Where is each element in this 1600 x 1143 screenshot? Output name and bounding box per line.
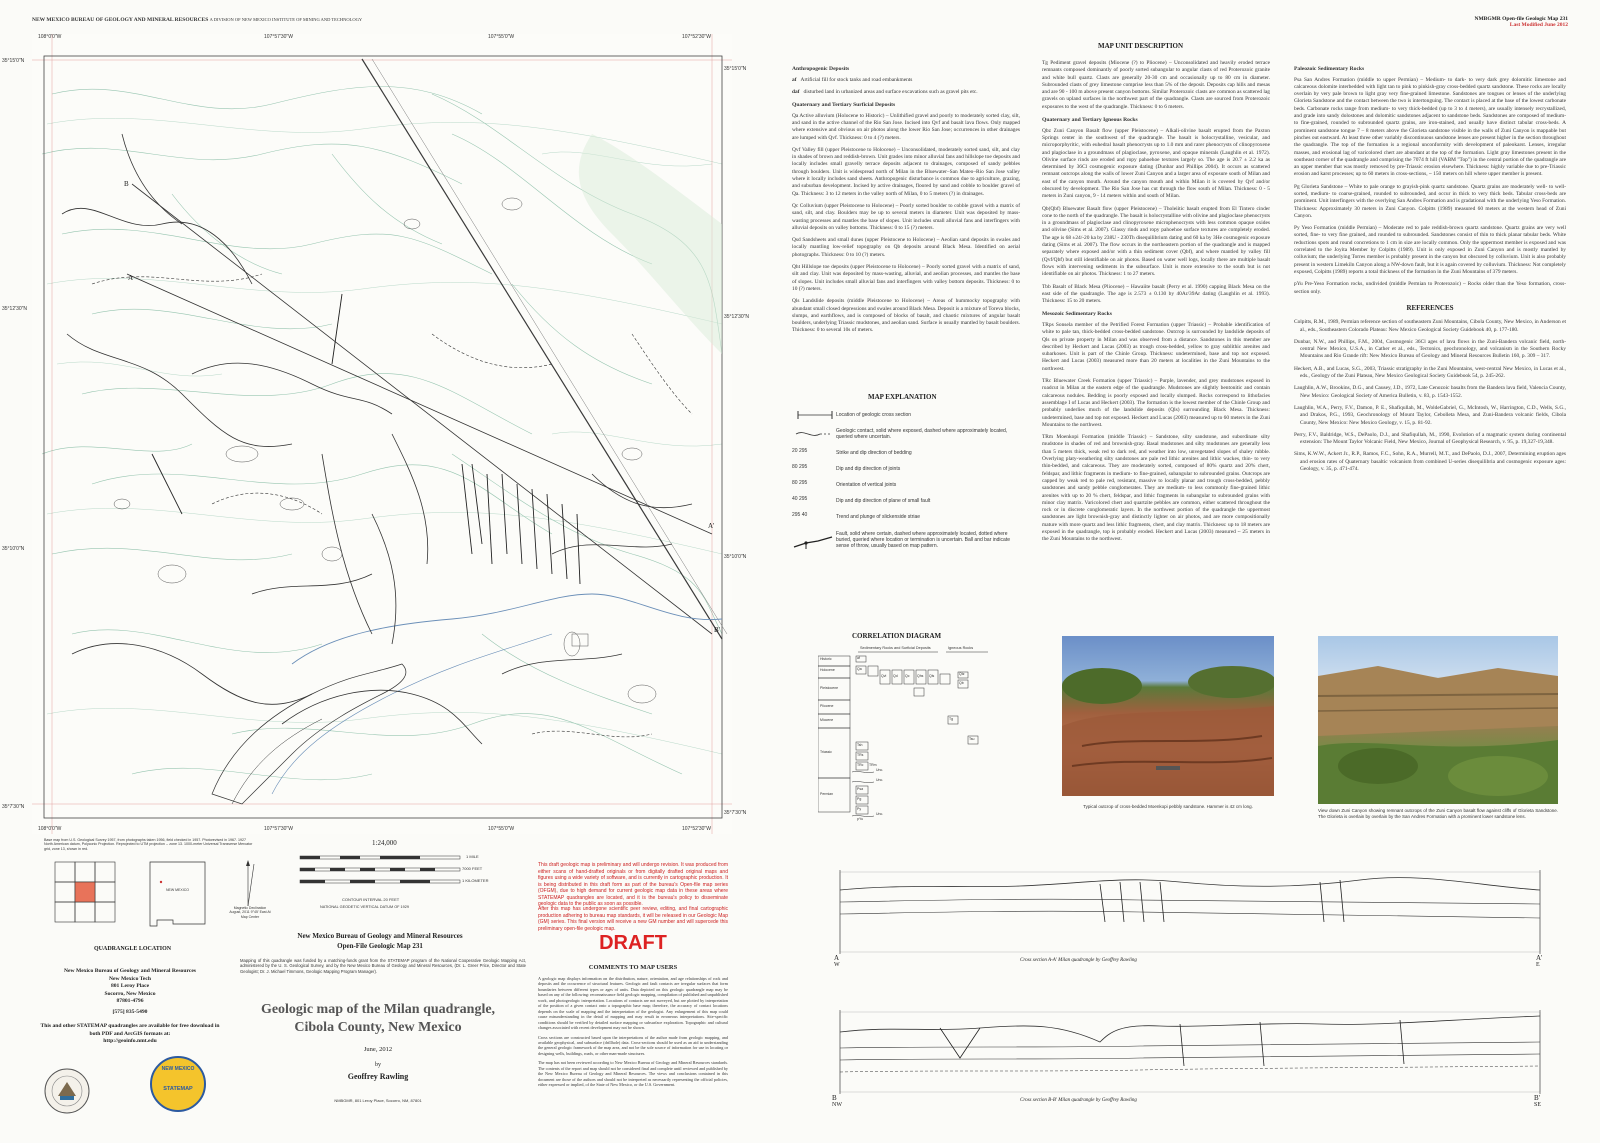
unit-qa: Qa — [857, 667, 862, 671]
reference-item: Laughlin, W.A., Perry, F.V., Damon, P. E., Shafiqullah, M., WoldeGabriel, G., McIntosh, W., Harrington, C.D., Wells, S.G., and Drakos, P.G., 1993, Geochronology of Mount Taylor, Cebolleta Mesa, and Zuni-Bandera volcanic fields, Cibola County, New Mexico: New Mexico Geology, v. 15, p. 81-92. — [1294, 404, 1566, 426]
section-a-caption: Cross section A-A' Milan quadrangle by Geoffrey Rawling — [1020, 958, 1137, 963]
period-miocene: Miocene — [820, 718, 834, 722]
by-label: by — [375, 1062, 381, 1068]
explanation-legend — [792, 407, 1022, 555]
explanation-title: MAP EXPLANATION — [868, 393, 937, 401]
unit-trc: TRc — [857, 763, 864, 767]
unit-trm: TRm — [869, 763, 877, 767]
nm-tech-seal — [42, 1066, 92, 1116]
description-column-3: Paleozoic Sedimentary Rocks Psa San Andres Formation (middle to upper Permian) – Medium- to dark- to very dark grey dolomitic limestone and calcareous dolomite interbedded with light tan to pink to pinkish-gray cross-bedded quartz sandstone. These rocks are locally overlain by very pale brown to light gray very fine-grained limestone. Sandstones are tongues or lenses of the underlying Glorieta Sandstone and the contact between the two is intertonguing. The contact is placed at the base of the lowest carbonate beds. Carbonate rocks range from medium- to very thick-bedded (up to 3 to 4 meters), are usually intensely recrystallized, and grade into sandy dolostones and dolomitic sandstones adjacent to sandstone beds. Sandstones are composed of medium- to fine-grained, rounded to subrounded quartz grains, are iron-stained, and usually have distinct tabular cross-beds. A prominent sandstone tongue 7 – 8 meters above the Glorieta sandstone visible in the walls of Zuni Canyon is mappable but pinches out eastward. At least three other variably discontinuous sandstone lenses are present higher in the section throughout the quadrangle. The top of the formation is a regional unconformity with development of paleokarst. Lenses, irregular masses, and erosional lag of varicolored chert are abundant at the top of the formation. Light gray limestones present in the southeast corner of the quadrangle and comprising the 7074 ft hill (VABM "Top") in the central portion of the quadrangle are an upper member that was mostly removed by pre-Triassic erosion elsewhere. Thickness: highly variable due to pre-Triassic erosion and karst processes; up to 60 meters in cross-sections, ~ 150 meters on hill where upper member is present. Pg Glorieta Sandstone – White to pale orange to grayish-pink quartz sandstone. Quartz grains are moderately well- to well-sorted, medium- to coarse-grained, rounded to subrounded, and occur in thick to very thick beds. Tabular cross-beds are prominent. Unit interfingers with the overlying San Andres Formation and is gradational with the underlying Yeso Formation. Thickness: Approximately 30 meters in Zuni Canyon. Colpitts (1989) measured 60 meters at the western head of Zuni Canyon. Py Yeso Formation (middle Permian) – Moderate red to pale reddish-brown quartz sandstone. Quartz grains are very well sorted, fine- to very fine grained, and rounded to subrounded. Sandstones consist of thin to thick planar tabular beds. White reductions spots and round concretions to 1 cm in size are locally common. Only the uppermost member is exposed and was correlated to the Joyita Member by Colpitts (1989). Unit is only exposed in Zuni Canyon and is mostly mantled by colluvium; the underlying Torres member is probably present in the canyon but obscured by colluvium. Unit is also probably present in western Limekiln Canyon along a NW-down fault, but it is again covered by colluvium. Thickness: Not completely exposed, Colpitts (1989) reports a total thickness of the formation in the Zuni Mountains of 379 meters. pYu Pre-Yeso Formation rocks, undivided (middle Permian to Proterozoic) – Rocks older than the Yeso formation, cross-section only. REFERENCES Colpitts, R.M., 1989, Permian reference section of southeastern Zuni Mountains, Cibola County, New Mexico, in Anderson et al., eds., Southeastern Colorado Plateau: New Mexico Geological Society Guidebook 40, p. 177-180. Dunbar, N.W., and Phillips, F.M., 2004, Cosmogenic 36Cl ages of lava flows in the Zuni-Bandera volcanic field, north-central New Mexico, U.S.A., in Cather et al., eds., Tectonics, geochronology, and volcanism in the Southern Rocky Mountains and Rio Grande rift: New Mexico Bureau of Geology and Mineral Resources Bulletin 160, p. 309 – 317. Heckert, A.B., and Lucas, S.G., 2003, Triassic stratigraphy in the Zuni Mountains, west-central New Mexico, in Lucas et al., eds., Geology of the Zuni Plateau, New Mexico Geological Society Guidebook 54, p. 245-262. Laughlin, A.W., Brookins, D.G., and Causey, J.D., 1972, Late Cenozoic basalts from the Bandera lava field, Valencia County, New Mexico: Geological Society of America Bulletin, v. 83, p. 1543-1552. Laughlin, W.A., Perry, F.V., Damon, P. E., Shafiqullah, M., WoldeGabriel, G., McIntosh, W., Harrington, C.D., Wells, S.G., and Drakos, P.G., 1993, Geochronology of Mount Taylor, Cebolleta Mesa, and Zuni-Bandera volcanic fields, Cibola County, New Mexico: New Mexico Geology, v. 15, p. 81-92. Perry, F.V., Baldridge, W.S., DePaolo, D.J., and Shafiqullah, M., 1990, Evolution of a magmatic system during continental extension: The Mount Taylor Volcanic Field, New Mexico, Journal of Geophysical Research, v. 95, p. 19,327-19,348. Sims, K.W.W., Ackert Jr., R.P., Ramos, F.C., Sohn, R.A., Murrell, M.T., and DePaolo, D.J., 2007, Determining eruption ages and erosion rates of Quaternary basaltic volcanism from combined U-series disequilibria and cosmogenic exposure ages: Geology, v. 35, p. 471-474. — [1294, 66, 1566, 473]
reference-item: Colpitts, R.M., 1989, Permian reference section of southeastern Zuni Mountains, Cibola County, New Mexico, in Anderson et al., eds., Southeastern Colorado Plateau: New Mexico Geological Society Guidebook 40, p. 177-180. — [1294, 319, 1566, 333]
reference-item: Perry, F.V., Baldridge, W.S., DePaolo, D.J., and Shafiqullah, M., 1990, Evolution of a magmatic system during continental extension: The Mount Taylor Volcanic Field, New Mexico, Journal of Geophysical Research, v. 95, p. 19,327-19,348. — [1294, 431, 1566, 446]
coord-left-1: 35°15'0"N — [2, 58, 25, 64]
coord-right-1: 35°15'0"N — [724, 66, 747, 72]
correlation-title: CORRELATION DIAGRAM — [852, 632, 942, 640]
draft-notice-1: This draft geologic map is preliminary and will undergo revision. It was produced from either scans of hand-drafted originals or from digitally drafted original maps and figures using a wide variety of software, and is currently in cartographic production. It is being distributed in this draft form as part of the bureau's Open-file map series (OFGM), due to high demand for current geologic map data in these areas where STATEMAP quadrangles are located, and it is the bureau's policy to disseminate geologic data to the public as soon as possible. — [538, 862, 728, 907]
unit-description-title: MAP UNIT DESCRIPTION — [1098, 42, 1184, 50]
coord-left-3: 35°10'0"N — [2, 546, 25, 552]
map-title-line1: Geologic map of the Milan quadrangle, — [260, 1002, 496, 1017]
unit-qhs: Qhs — [917, 674, 924, 678]
geoinfo-link[interactable]: http://geoinfo.nmt.edu — [103, 1038, 157, 1045]
coord-right-3: 35°10'0"N — [724, 554, 747, 560]
address-block: New Mexico Bureau of Geology and Mineral Resources New Mexico Tech 801 Leroy Place Socorro, New Mexico 87801-4796 [575] 835-5490 This and other STATEMAP quadrangles are available for free download in both PDF and ArcGIS formats at: http://geoinfo.nmt.edu — [40, 968, 220, 1045]
unit-pyu: pYu — [857, 817, 864, 821]
period-permian: Permian — [820, 792, 834, 796]
map-title-line2: Cibola County, New Mexico — [294, 1020, 462, 1035]
period-triassic: Triassic — [820, 750, 832, 754]
scale-ratio: 1:24,000 — [372, 839, 397, 847]
fault-symbol — [792, 533, 836, 553]
map-label-b: B — [124, 180, 129, 188]
map-label-a: A — [128, 274, 134, 282]
legend-joints: 80 295 Dip and dip direction of joints — [792, 463, 901, 472]
cross-section-symbol — [792, 408, 836, 422]
unit-psa: Psa — [857, 787, 864, 791]
cross-section-b[interactable] — [800, 1002, 1570, 1112]
coord-bottom-3: 107°55'0"W — [488, 826, 515, 832]
geologic-map[interactable] — [2, 34, 750, 834]
draft-notice-2: After this map has undergone scientific peer review, editing, and final cartographic production adhering to bureau map standards, it will be released in our Geologic Map (GM) series. This final version will receive a new GM number and will supercede this preliminary open-file geologic map. — [538, 906, 728, 932]
coord-bottom-1: 108°0'0"W — [38, 826, 62, 832]
correlation-diagram: Sedimentary Rocks and Surficial Deposits Igneous Rocks Historic Holocene Pleistocene Pliocene Miocene Triassic Permian Unc. Unc. Unc. af Qa Qvl Qd Qc Qhs Qls Qtz Qb Tg Tsu Tsh TRs TRc TRm Psa Pg Py pYu — [818, 646, 1018, 826]
statemap-logo: NEW MEXICO STATEMAP — [150, 1056, 206, 1112]
draft-label: DRAFT — [599, 932, 667, 954]
publication-org: New Mexico Bureau of Geology and Mineral Resources — [297, 932, 463, 940]
photo-2-detail — [1318, 636, 1558, 804]
contact-symbol — [792, 427, 836, 441]
unit-trs: TRs — [857, 753, 864, 757]
coord-top-4: 107°52'30"W — [682, 34, 711, 40]
period-pleistocene: Pleistocene — [820, 686, 839, 690]
base-map-note: Base map from U.S. Geological Survey 1957, from photographs taken 1956, field checked in 1957. Photorevised in 1967. 1927 North American datum, Polyconic Projection. Reprojected to UTM projection -- zone 13. 1000-meter Universal Transverse Mercator grid, zone 13, shown in red. — [44, 838, 253, 851]
scale-bar — [290, 852, 490, 896]
state-label: NEW MEXICO — [166, 888, 189, 892]
photo-2-caption: View down Zuni Canyon showing remnant outcrops of the Zuni Canyon basalt flow against cliffs of Glorieta Sandstone. The Glorieta is overlain by overlain by the San Andres Formation with a prominent lower sandstone lens. — [1318, 808, 1558, 819]
section-b-right-label: B' — [1534, 1094, 1540, 1102]
reference-item: Laughlin, A.W., Brookins, D.G., and Causey, J.D., 1972, Late Cenozoic basalts from the Bandera lava field, Valencia County, New Mexico: Geological Society of America Bulletin, v. 83, p. 1543-1552. — [1294, 385, 1566, 399]
scale-unit-km: 1 KILOMETER — [462, 878, 489, 883]
map-svg — [32, 34, 732, 834]
comments-title: COMMENTS TO MAP USERS — [588, 964, 678, 971]
unit-qd: Qd — [893, 674, 898, 678]
unit-pg: Pg — [857, 797, 862, 801]
description-column-1: Anthropogenic Deposits af Artificial fill for stock tanks and road embankments daf disturbed land in urbanized areas and surface excavations such as gravel pits etc. Quaternary and Tertiary Surficial Deposits Qa Active alluvium (Holocene to Historic) – Unlithified gravel and poorly to moderately sorted clay, silt, and sand in the active channel of the Rio San Jose. Incised into Qvf and basalt lava flows. Only mapped where extensive and obvious on air photos along the lower Rio San Jose; occurrences in other drainages are lumped with Qvf. Thickness: 0 to 4 (?) meters. Qvf Valley fill (upper Pleistocene to Holocene) – Unconsolidated, moderately sorted sand, silt, and clay in shades of brown and reddish-brown. Unit grades into minor alluvial fans and hillslope toe deposits and locally includes small gravelly terrace deposits adjacent to drainages, composed of sandy pebbles through boulders. Unit is widespread north of Milan in the Bluewater–San Mateo–Rio San Jose valley where it locally includes sand sheets. Anthropogenic disturbance is common due to agriculture, grazing, and suburban development. Incised by active drainages, floored by sand and cobble to boulder gravel of Qa. Thickness: 3 to 12 meters in the valley north of Milan, 0 to 5 meters (?) in drainages. Qc Colluvium (upper Pleistocene to Holocene) – Poorly sorted boulder to cobble gravel with a matrix of sand, silt, and clay. Boulders may be up to several meters in diameter. Unit was deposited by mass-wasting processes and mantles the base of slopes. Unit includes small alluvial fans and interfingers with alluvial deposits on valley bottoms. Thickness: 0 to 15 (?) meters. Qsd Sandsheets and small dunes (upper Pleistocene to Holocene) – Aeolian sand deposits in swales and locally mantling low-relief topography on Qb deposits around Black Mesa. Identified on aerial photographs. Thickness: 0 to 10 (?) meters. Qht Hillslope toe deposits (upper Pleistocene to Holocene) – Poorly sorted gravel with a matrix of sand, silt and clay. Unit was deposited by mass-wasting, alluvial, and aeolian processes, and mantles the base of slopes. Unit includes small alluvial fans and interfingers with valley bottom deposits. Thickness: 0 to 10 (?) meters. Qls Landslide deposits (middle Pleistocene to Holocene) – Areas of hummocky topography with abundant small closed depressions and swales around Black Mesa. Deposit is a mixture of Toreva blocks, slumps, and earthflows, and is composed of blocks of basalt, and chaotic mixtures of angular basalt boulders, underlying Triassic mudstones, and aeolian sand. Surface is usually mantled by basalt boulders. Thickness: 0 to several 10s of meters. — [792, 66, 1020, 334]
section-b-left-label: B — [832, 1094, 837, 1102]
section-b-left-dir: NW — [832, 1102, 842, 1108]
legend-bedding: 20 295 Strike and dip direction of bedding — [792, 447, 912, 456]
coord-bottom-4: 107°52'30"W — [682, 826, 711, 832]
header-right: NMBGMR Open-file Geologic Map 231 Last Modified June 2012 — [1474, 16, 1568, 28]
unit-qb: Qb — [959, 681, 964, 685]
correlation-svg — [818, 646, 1018, 826]
section-a-left-label: A — [834, 954, 840, 962]
map-label-b-prime: B' — [714, 626, 720, 634]
coord-top-1: 108°0'0"W — [38, 34, 62, 40]
description-column-2: Tg Pediment gravel deposits (Miocene (?) to Pliocene) – Unconsolidated and heavily eroded terrace remnants composed dominantly of poorly sorted subangular to angular clasts of red Proterozoic granite and white bull quartz. Clasts are generally 20-30 cm and occasionally up to 80 cm in diameter. Subrounded clasts of grey limestone comprise less than 5% of the deposit. Deposits cap hills and mesas and are 90 - 100 m above present canyon bottoms. Similar Proterozoic clasts are common as scattered lag gravels on upland surfaces in the northwest part of the quadrangle. Clasts are sourced from Proterozoic exposures to the west of the quadrangle. Thickness: 0 to 6 meters. Quaternary and Tertiary Igneous Rocks Qbz Zuni Canyon Basalt flow (upper Pleistocene) – Alkali-olivine basalt erupted from the Paxton Springs center in the southwest of the quadrangle. The basalt is holocrystalline, vesicular, and microporphyritic, with euhedral basalt phenocrysts up to 1.0 mm and rarer phenocrysts of clinopyroxene and plagioclase in a groundmass of plagioclase, pyroxene, and opaque minerals (Laughlin et al. 1972). Olivine surface rinds are eroded and ropy pahoehoe textures largely so. The age is 20.7 ± 2.2 ka as determined by 36Cl cosmogenic exposure dating (Dunbar and Phillips 2004). It occurs as scattered remnant outcrops along the walls of lower Zuni Canyon and a larger area of exposure south of Milan and east of the canyon mouth. Around the canyon mouth and within Milan it is covered by Qvf and/or obscured by development. The Rio San Jose has cut through the flow south of Milan. Thickness: 0 - 5 meters in Zuni canyon, 9 - 14 meters within and south of Milan. Qb(Qbf) Bluewater Basalt flow (upper Pleistocene) – Tholeiitic basalt erupted from El Tintero cinder cone to the north of the quadrangle. The basalt is holocrystalline with olivine and plagioclase phenocrysts in a groundmass of plagioclase and clinopyroxene microphenocrysts with less common opaque oxides and olivine (Sims et al. 2007). Glassy rinds and ropy pahoehoe surface textures are completely eroded. The age is 68 ±24/-20 ka by 238U - 230Th disequilibrium dating and 60 ka by 3He cosmogenic exposure dating (Sims et al. 2007). The flow occurs in the northeastern portion of the quadrangle and is mapped separately where exposed and/or with a thin sediment cover (Qbf), and where mantled by valley fill (Qvf/Qbf) but still identifiable on air photos. Based on water well logs, locally there are multiple basalt flows with intervening sediments in the subsurface. Unit is more extensive to the south but is not identifiable on air photos. Thickness: 1 to 27 meters. Tbb Basalt of Black Mesa (Pliocene) – Hawaiite basalt (Perry et al. 1990) capping Black Mesa on the east side of the quadrangle. The age is 2.573 ± 0.130 by 40Ar/39Ar dating (Laughlin et al. 1993). Thickness: 15 to 20 meters. Mesozoic Sedimentary Rocks TRps Sonsela member of the Petrified Forest Formation (upper Triassic) – Probable identification of white to pale tan, thick-bedded cross-bedded sandstone. Outcrop is surrounded by landslide deposits of Qls on private property in Milan and was observed from a distance. Sandstones in this member are described by Heckert and Lucas (2003) as trough cross-bedded, yellow to gray sublithic arenites and subarkoses. Unit is part of the Chinle Group. Thickness: undetermined, base and top not exposed. Heckert and Lucas (2003) measured more than 20 meters at localities in the Zuni Mountains to the northwest. TRc Bluewater Creek Formation (upper Triassic) – Purple, lavender, and grey mudstones exposed in roadcut in Milan at the eastern edge of the quadrangle. Mudstones are slightly bentonitic and contain calcareous nodules. Bedding is poorly exposed and locally slumped. Rocks correspond to lithofacies assemblage I of Lucas and Heckert (2003). The formation is the lowest member of the Chinle Group and probably underlies much of the landslide deposits (Qls) surrounding Black Mesa. Thickness: undetermined, base and top not exposed. Heckert and Lucas (2003) measured up to 60 meters in the Zuni Mountains to the northwest. TRm Moenkopi Formation (middle Triassic) – Sandstone, silty sandstone, and subordinate silty mudstone in shades of red and brownish-gray. Basal mudstones and silty mudstones are generally less than 5 meters thick, weak red to dark red, and weather into low, unvegetated slopes of shaley rubble. Overlying platy-weathering silty sandstones are pale red lithic arenites and lithic wackes, thin- to very thin-bedded, and calcareous. They are moderately sorted, composed of 80% quartz and 20% chert, feldspar, and lithic fragments in medium- to fine-grained, subangular to subrounded grains. Outcrops are capped by weak red to pale red, resistant, massive to locally planar and trough cross-bedded, pebbly sandstones and sandy pebble conglomerates. They are medium- to less commonly fine-grained lithic arenites with up to 20 % chert, feldspar, and lithic fragments in subangular to subrounded grains with minor clay matrix. Varicolored chert and quartzite pebbles are common, either scattered throughout the rock or in discrete conglomeratic layers. In the northwest portion of the quadrangle the uppermost sandstones are light brownish-gray and distinctly lighter on air photos, and are more compositionally mature with more quartz and less lithic fragments, chert, and clay matrix. Thickness: up to 18 meters are exposed in the quadrangle, top is probably eroded. Heckert and Lucas (2003) measured ~ 25 meters in the Zuni Mountains to the northwest. — [1042, 60, 1270, 543]
unit-af: af — [857, 656, 860, 660]
comments-body: A geologic map displays information on the distribution, nature, orientation, and age relationships of rock and deposits and the occurrence of structural features. Geologic and fault contacts are irregular surfaces that form boundaries between different types or ages of units. Data depicted on this geologic quadrangle map may be based on any of the following: reconnaissance field geologic mapping, compilation of published and unpublished work, and photogeologic interpretation. Locations of contacts are not surveyed, but are plotted by interpretation of the position of a given contact onto a topographic base map; therefore, the accuracy of contact locations depends on the scale of mapping and the interpretation of the geologist. Any enlargement of this map could cause misunderstanding in the detail of mapping and may result in erroneous interpretations. Site-specific conditions should be verified by detailed surface mapping or subsurface exploration. Topographic and cultural changes associated with recent development may not be shown. Cross sections are constructed based upon the interpretations of the author made from geologic mapping, and available geophysical, and subsurface (drillhole) data. Cross-sections should be used as an aid to understanding the general geologic framework of the map area, and not be the sole source of information for use in locating or designing wells, buildings, roads, or other man-made structures. The map has not been reviewed according to New Mexico Bureau of Geology and Mineral Resources standards. The contents of the report and map should not be considered final and complete until reviewed and published by the New Mexico Bureau of Geology and Mineral Resources. The views and conclusions contained in this document are those of the authors and should not be interpreted as necessarily representing the official policies, either expressed or implied, of the State of New Mexico, or the U.S. Government. — [538, 976, 728, 1088]
section-a-left-dir: W — [834, 962, 840, 968]
legend-contact: Geologic contact, solid where exposed, dashed where approximately located, queried where uncertain. — [792, 423, 1022, 445]
reference-item: Heckert, A.B., and Lucas, S.G., 2003, Triassic stratigraphy in the Zuni Mountains, west-central New Mexico, in Lucas et al., eds., Geology of the Zuni Plateau, New Mexico Geological Society Guidebook 54, p. 245-262. — [1294, 365, 1566, 380]
coord-top-3: 107°55'0"W — [488, 34, 515, 40]
section-a-right-label: A' — [1536, 954, 1543, 962]
period-pliocene: Pliocene — [820, 704, 834, 708]
magnetic-declination: Magnetic Declination August, 2011 9°45' East At Map Center — [229, 906, 271, 919]
references-title: REFERENCES — [1406, 303, 1454, 312]
reference-item: Sims, K.W.W., Ackert Jr., R.P., Ramos, F.C., Sohn, R.A., Murrell, M.T., and DePaolo, D.J., 2007, Determining eruption ages and erosion rates of Quaternary basaltic volcanism from combined U-series disequilibria and cosmogenic exposure ages: Geology, v. 35, p. 471-474. — [1294, 451, 1566, 473]
unit-qtz: Qtz — [959, 672, 965, 676]
vertical-datum: NATIONAL GEODETIC VERTICAL DATUM OF 1929 — [320, 905, 409, 909]
unit-qvl: Qvl — [881, 674, 887, 678]
legend-small-fault: 40 295 Dip and dip direction of plane of small fault — [792, 495, 931, 504]
scale-unit-mile: 1 MILE — [466, 854, 479, 859]
coord-top-2: 107°57'30"W — [264, 34, 293, 40]
legend-slickenside: 295 40 Trend and plunge of slickenside striae — [792, 511, 921, 520]
coord-left-2: 35°12'30"N — [2, 306, 28, 312]
legend-vertical-joints: 80 295 Orientation of vertical joints — [792, 479, 897, 488]
unit-py: Py — [857, 807, 862, 811]
reference-item: Dunbar, N.W., and Phillips, F.M., 2004, Cosmogenic 36Cl ages of lava flows in the Zuni-Bandera volcanic field, north-central New Mexico, U.S.A., in Cather et al., eds., Tectonics, geochronology, and volcanism in the Southern Rocky Mountains and Rio Grande rift: New Mexico Bureau of Geology and Mineral Resources Bulletin 160, p. 309 – 317. — [1294, 338, 1566, 360]
legend-fault: Fault, solid where certain, dashed where approximately located, dotted where buried, queried where location or termination is uncertain. Ball and bar indicate sense of throw, usually based on map pattern. — [792, 525, 1022, 555]
unit-tsu: Tsu — [969, 737, 975, 741]
photo-zuni-canyon — [1318, 636, 1558, 804]
period-holocene: Holocene — [820, 668, 835, 672]
unconformity-1: Unc. — [876, 768, 884, 772]
period-historic: Historic — [820, 657, 832, 661]
coord-bottom-2: 107°57'30"W — [264, 826, 293, 832]
unit-qc: Qc — [905, 674, 910, 678]
unconformity-3: Unc. — [876, 812, 884, 816]
section-b-caption: Cross section B-B' Milan quadrangle by Geoffrey Rawling — [1020, 1098, 1137, 1103]
quadrangle-location-label: QUADRANGLE LOCATION — [94, 946, 172, 952]
unit-tg: Tg — [949, 717, 954, 721]
quadrangle-index-map — [45, 852, 245, 942]
publication-footer: NMBGMR, 801 Leroy Place, Socorro, NM, 87801 — [334, 1098, 422, 1103]
cross-section-a[interactable] — [800, 862, 1570, 972]
coord-right-2: 35°12'30"N — [724, 314, 750, 320]
coord-left-4: 35°7'30"N — [2, 804, 25, 810]
unit-tsh: Tsh — [857, 743, 863, 747]
unconformity-2: Unc. — [876, 778, 884, 782]
funding-note: Mapping of this quadrangle was funded by a matching-funds grant from the STATEMAP program of the National Cooperative Geologic Mapping Act, administered by the U. S. Geological Survey, and by the New Mexico Bureau of Geology and Mineral Resources, (Dr. L. Greer Price, Director and State Geologist; Dr. J. Michael Timmons, Geologic Mapping Program Manager). — [240, 958, 526, 974]
map-label-a-prime: A' — [708, 522, 715, 530]
header-left: NEW MEXICO BUREAU OF GEOLOGY AND MINERAL RESOURCES A DIVISION OF NEW MEXICO INSTITUTE OF MINING AND TECHNOLOGY — [32, 17, 363, 23]
section-a-right-dir: E — [1536, 962, 1540, 968]
photo-moenkopi-outcrop — [1062, 636, 1274, 796]
section-b-right-dir: SE — [1534, 1102, 1542, 1108]
publication-series: Open-File Geologic Map 231 — [337, 942, 423, 950]
photo-1-caption: Typical outcrop of cross-bedded Moenkopi pebbly sandstone. Hammer is 42 cm long. — [1083, 804, 1253, 809]
legend-cross-section: Location of geologic cross section — [792, 407, 1022, 423]
scale-unit-feet: 7000 FEET — [462, 866, 483, 871]
author-name: Geoffrey Rawling — [347, 1072, 409, 1081]
contour-interval: CONTOUR INTERVAL 20 FEET — [342, 897, 400, 902]
unit-qls: Qls — [929, 674, 935, 678]
publication-date: June, 2012 — [363, 1046, 393, 1053]
photo-1-detail — [1062, 636, 1274, 796]
coord-right-4: 35°7'30"N — [724, 810, 747, 816]
